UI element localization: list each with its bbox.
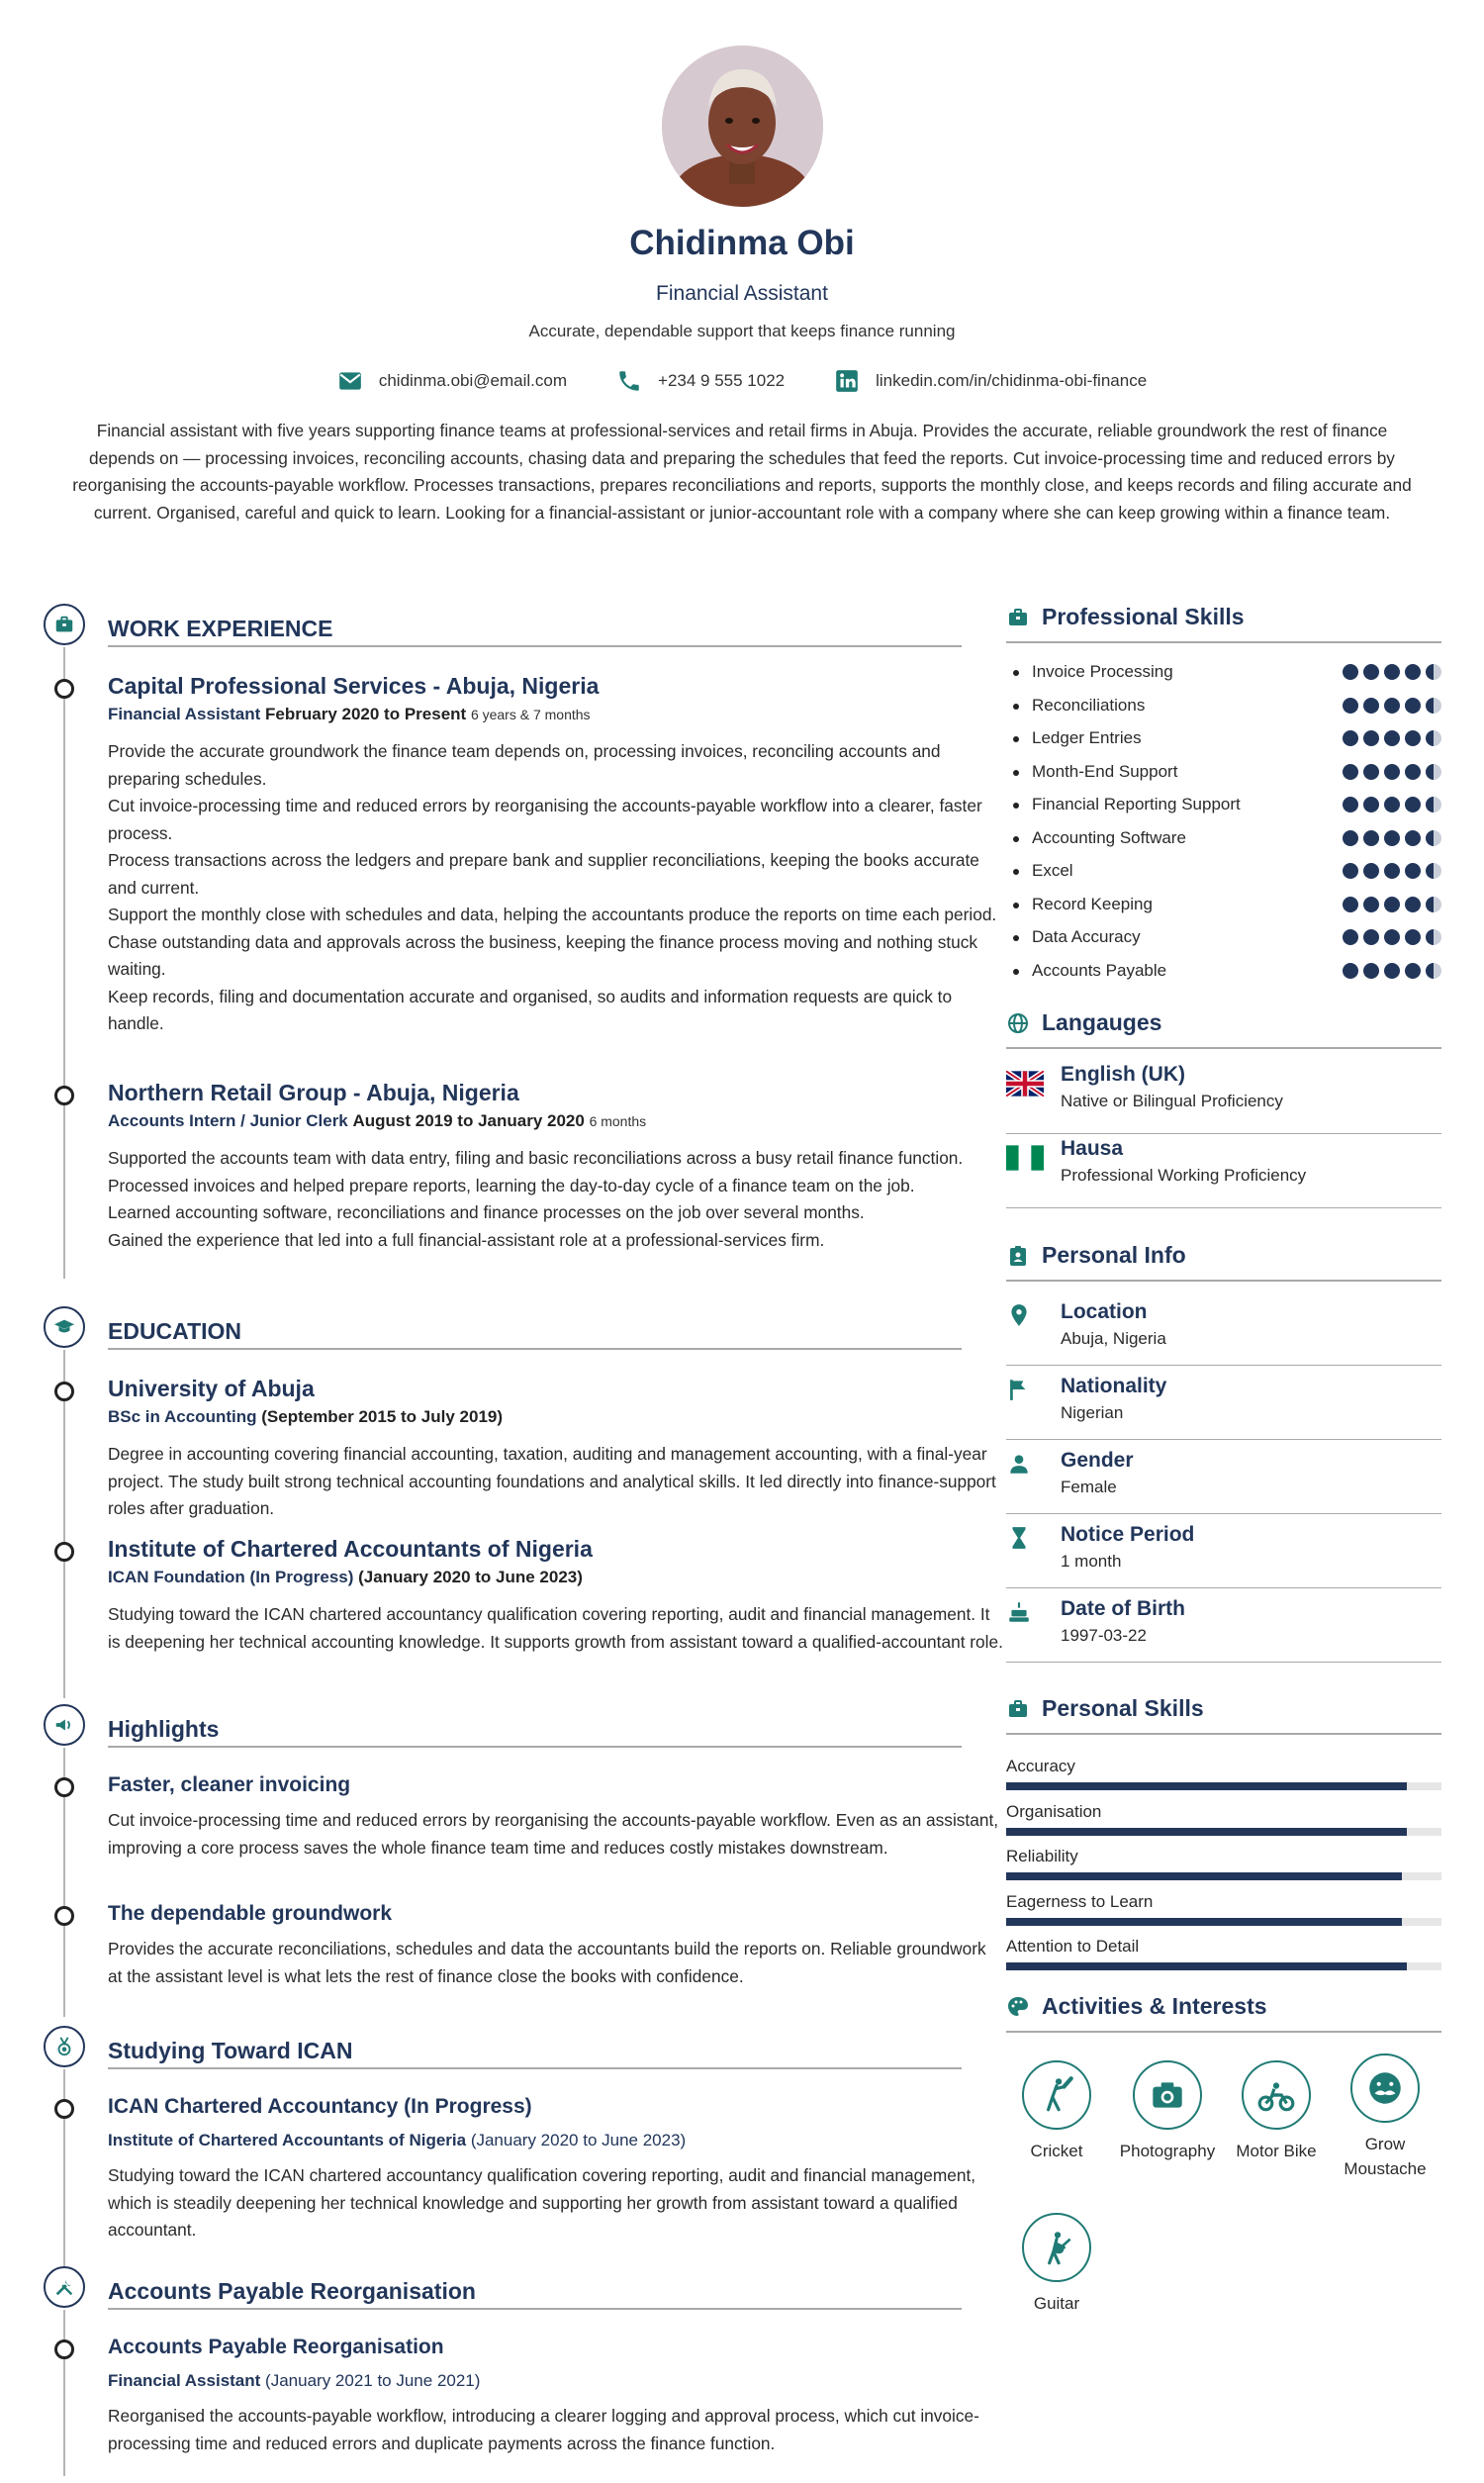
languages-heading bbox=[1006, 1009, 1161, 1036]
job-meta bbox=[108, 1111, 646, 1131]
briefcase-icon bbox=[44, 604, 85, 645]
job-dates: February 2020 to Present bbox=[265, 705, 467, 723]
info-label: Date of Birth bbox=[1061, 1597, 1185, 1620]
education-dates: (September 2015 to July 2019) bbox=[261, 1407, 504, 1426]
skill-label: Accounting Software bbox=[1032, 827, 1186, 847]
skill-rating bbox=[1343, 730, 1441, 746]
rating-dot bbox=[1363, 830, 1379, 846]
timeline-line bbox=[63, 2310, 65, 2476]
bullet bbox=[1013, 903, 1019, 908]
tools-icon bbox=[44, 2266, 85, 2308]
personal-skill-label: Organisation bbox=[1006, 1801, 1102, 1821]
ap-meta bbox=[108, 2371, 480, 2391]
skill-row bbox=[1006, 726, 1441, 754]
skill-rating bbox=[1343, 698, 1441, 714]
rating-dot bbox=[1363, 863, 1379, 879]
rating-dot bbox=[1384, 830, 1400, 846]
phone-icon bbox=[616, 368, 642, 394]
skill-bar-track bbox=[1006, 1782, 1441, 1790]
rating-dot bbox=[1405, 963, 1421, 979]
info-value: 1 month bbox=[1061, 1552, 1122, 1571]
avatar bbox=[662, 46, 823, 207]
rating-dot bbox=[1343, 698, 1358, 714]
job-line: Supported the accounts team with data entry, filing and basic reconciliations across a busy retail finance function. bbox=[108, 1148, 964, 1168]
highlight-description: Provides the accurate reconciliations, schedules and data the accountants build the reports on. Reliable groundwork at the assistant level is what lets the rest of finance close the books with confidence. bbox=[108, 1939, 986, 1986]
rating-dot bbox=[1405, 764, 1421, 780]
job-duration: 6 years & 7 months bbox=[470, 707, 591, 722]
hourglass-icon bbox=[1006, 1525, 1032, 1551]
activity-cricket bbox=[1002, 2060, 1111, 2163]
skill-row bbox=[1006, 959, 1441, 987]
info-label: Nationality bbox=[1061, 1375, 1167, 1397]
highlight-description: Cut invoice-processing time and reduced errors by reorganising the accounts-payable workflow. Even as an assistant, improving a core process saves the whole finance team time and reduces costly mistakes downstream. bbox=[108, 1810, 999, 1858]
job-line: Processed invoices and helped prepare reports, learning the day-to-day cycle of a finance team on the job. bbox=[108, 1175, 915, 1195]
skill-label: Accounts Payable bbox=[1032, 960, 1167, 980]
cricket-icon bbox=[1022, 2060, 1091, 2130]
rating-dot bbox=[1426, 730, 1441, 746]
timeline-line bbox=[63, 647, 65, 1279]
education-description: Degree in accounting covering financial accounting, taxation, auditing and management accounting, with a final-year project. The study built strong technical accounting foundations and analytical skills. It led directly into finance-support roles after graduation. bbox=[108, 1444, 996, 1518]
education-description: Studying toward the ICAN chartered accountancy qualification covering reporting, audit and financial management. It is deepening her technical accounting knowledge. It supports growth from assistant toward a qualified-accountant role. bbox=[108, 1604, 1003, 1652]
language-level: Native or Bilingual Proficiency bbox=[1061, 1092, 1283, 1110]
cake-icon bbox=[1006, 1599, 1032, 1625]
id-badge-icon bbox=[1006, 1244, 1030, 1268]
globe-icon bbox=[1006, 1011, 1030, 1035]
megaphone-icon bbox=[44, 1704, 85, 1746]
activity-moustache bbox=[1331, 2053, 1439, 2181]
rating-dot bbox=[1363, 963, 1379, 979]
skill-bar-fill bbox=[1006, 1918, 1402, 1926]
rating-dot bbox=[1384, 863, 1400, 879]
job-company: Capital Professional Services - Abuja, Nigeria bbox=[108, 673, 600, 699]
rating-dot bbox=[1384, 664, 1400, 680]
rating-dot bbox=[1426, 830, 1441, 846]
info-divider bbox=[1006, 1662, 1441, 1663]
rating-dot bbox=[1384, 730, 1400, 746]
nigeria-flag-icon bbox=[1006, 1145, 1044, 1171]
timeline-dot bbox=[54, 1542, 74, 1562]
info-divider bbox=[1006, 1513, 1441, 1514]
language-divider bbox=[1006, 1133, 1441, 1134]
rating-dot bbox=[1426, 929, 1441, 945]
tagline: Accurate, dependable support that keeps finance running bbox=[528, 322, 956, 340]
skill-rating bbox=[1343, 897, 1441, 912]
timeline-dot bbox=[54, 2099, 74, 2119]
skill-label: Data Accuracy bbox=[1032, 927, 1141, 946]
section-divider bbox=[108, 645, 962, 647]
section-divider bbox=[108, 1348, 962, 1350]
bullet bbox=[1013, 969, 1019, 975]
ap-dates: (January 2021 to June 2021) bbox=[265, 2371, 481, 2390]
bullet bbox=[1013, 803, 1019, 809]
email-text[interactable]: chidinma.obi@email.com bbox=[378, 371, 568, 390]
skill-rating bbox=[1343, 764, 1441, 780]
section-divider bbox=[1006, 1733, 1441, 1735]
personal-skill-label: Reliability bbox=[1006, 1847, 1078, 1865]
section-divider bbox=[108, 2067, 962, 2069]
personal-skill-label: Accuracy bbox=[1006, 1757, 1075, 1775]
rating-dot bbox=[1384, 897, 1400, 912]
skill-rating bbox=[1343, 664, 1441, 680]
skill-rating bbox=[1343, 963, 1441, 979]
phone-text[interactable]: +234 9 555 1022 bbox=[658, 371, 786, 390]
rating-dot bbox=[1343, 897, 1358, 912]
rating-dot bbox=[1426, 897, 1441, 912]
education-meta bbox=[108, 1568, 583, 1587]
job-description bbox=[108, 1145, 1003, 1254]
ap-role: Financial Assistant bbox=[108, 2371, 261, 2390]
skill-row bbox=[1006, 893, 1441, 920]
rating-dot bbox=[1426, 863, 1441, 879]
education-meta bbox=[108, 1407, 503, 1427]
section-title: EDUCATION bbox=[108, 1318, 242, 1344]
motorbike-icon bbox=[1242, 2060, 1311, 2130]
rating-dot bbox=[1405, 830, 1421, 846]
info-divider bbox=[1006, 1587, 1441, 1588]
language-name: English (UK) bbox=[1061, 1063, 1185, 1086]
job-title: Financial Assistant bbox=[656, 282, 828, 305]
personal-skills-heading bbox=[1006, 1695, 1204, 1722]
timeline-dot bbox=[54, 1777, 74, 1797]
highlight-title: Faster, cleaner invoicing bbox=[108, 1773, 351, 1796]
language-name: Hausa bbox=[1061, 1137, 1124, 1160]
skill-label: Reconciliations bbox=[1032, 695, 1146, 715]
timeline-line bbox=[63, 1350, 65, 1698]
section-title: Accounts Payable Reorganisation bbox=[108, 2278, 476, 2304]
section-divider bbox=[1006, 2031, 1441, 2033]
highlight-title: The dependable groundwork bbox=[108, 1902, 393, 1925]
section-title: Personal Skills bbox=[1042, 1695, 1204, 1721]
timeline-dot bbox=[54, 2340, 74, 2359]
contact-bar bbox=[0, 368, 1484, 394]
language-level: Professional Working Proficiency bbox=[1061, 1166, 1307, 1185]
rating-dot bbox=[1343, 664, 1358, 680]
degree: ICAN Foundation (In Progress) bbox=[108, 1568, 354, 1586]
guitar-icon bbox=[1022, 2213, 1091, 2282]
rating-dot bbox=[1405, 664, 1421, 680]
skill-label: Month-End Support bbox=[1032, 761, 1178, 781]
skill-label: Financial Reporting Support bbox=[1032, 795, 1241, 813]
education-dates: (January 2020 to June 2023) bbox=[358, 1568, 583, 1586]
rating-dot bbox=[1363, 797, 1379, 812]
job-line: Cut invoice-processing time and reduced errors by reorganising the accounts-payable workflow into a clearer, faster process. bbox=[108, 796, 982, 843]
skill-row bbox=[1006, 859, 1441, 887]
ican-org: Institute of Chartered Accountants of Nigeria bbox=[108, 2131, 467, 2149]
activity-motorbike bbox=[1222, 2060, 1331, 2163]
rating-dot bbox=[1363, 897, 1379, 912]
personal-skill-label: Attention to Detail bbox=[1006, 1937, 1140, 1956]
palette-icon bbox=[1006, 1995, 1030, 2019]
job-company: Northern Retail Group - Abuja, Nigeria bbox=[108, 1080, 519, 1105]
skill-rating bbox=[1343, 863, 1441, 879]
rating-dot bbox=[1343, 830, 1358, 846]
skill-bar-track bbox=[1006, 1872, 1441, 1880]
bullet bbox=[1013, 704, 1019, 710]
rating-dot bbox=[1426, 764, 1441, 780]
info-divider bbox=[1006, 1365, 1441, 1366]
timeline-dot bbox=[54, 1086, 74, 1105]
activity-photography bbox=[1113, 2060, 1222, 2163]
skill-bar-track bbox=[1006, 1962, 1441, 1970]
degree: BSc in Accounting bbox=[108, 1407, 257, 1426]
section-title: WORK EXPERIENCE bbox=[108, 616, 333, 641]
bullet bbox=[1013, 836, 1019, 842]
job-line: Learned accounting software, reconciliations and finance processes on the job over several months. bbox=[108, 1202, 865, 1222]
section-divider bbox=[108, 1746, 962, 1748]
section-divider bbox=[1006, 641, 1441, 643]
rating-dot bbox=[1426, 963, 1441, 979]
email-icon bbox=[337, 368, 363, 394]
rating-dot bbox=[1343, 797, 1358, 812]
professional-skills-heading bbox=[1006, 604, 1245, 630]
ap-title: Accounts Payable Reorganisation bbox=[108, 2336, 444, 2358]
ap-description: Reorganised the accounts-payable workflow, introducing a clearer logging and approval process, which cut invoice-processing time and reduced errors and duplicate payments across the finance function. bbox=[108, 2406, 979, 2453]
ican-description: Studying toward the ICAN chartered accountancy qualification covering reporting, audit and financial management, which is steadily deepening her technical knowledge and supporting her growth from assistant toward a qualified accountant. bbox=[108, 2165, 976, 2240]
job-line: Keep records, filing and documentation accurate and organised, so audits and information requests are quick to handle. bbox=[108, 986, 953, 1033]
skill-rating bbox=[1343, 929, 1441, 945]
info-value: 1997-03-22 bbox=[1061, 1626, 1147, 1645]
skill-label: Ledger Entries bbox=[1032, 728, 1142, 747]
job-line: Chase outstanding data and approvals across the business, keeping the finance process moving and nothing stuck waiting. bbox=[108, 931, 978, 979]
activity-label: Photography bbox=[1119, 2142, 1216, 2160]
school-name: Institute of Chartered Accountants of Nigeria bbox=[108, 1536, 593, 1562]
rating-dot bbox=[1405, 929, 1421, 945]
rating-dot bbox=[1363, 664, 1379, 680]
skill-rating bbox=[1343, 797, 1441, 812]
rating-dot bbox=[1426, 797, 1441, 812]
section-title: Langauges bbox=[1042, 1009, 1162, 1035]
activities-heading bbox=[1006, 1993, 1267, 2020]
activity-label: Motor Bike bbox=[1236, 2142, 1317, 2160]
contact-linkedin[interactable] bbox=[834, 368, 1147, 394]
briefcase-icon bbox=[1006, 606, 1030, 629]
rating-dot bbox=[1405, 730, 1421, 746]
profile-photo bbox=[662, 46, 823, 207]
rating-dot bbox=[1343, 764, 1358, 780]
rating-dot bbox=[1384, 764, 1400, 780]
uk-flag-icon bbox=[1006, 1071, 1044, 1097]
bullet bbox=[1013, 869, 1019, 875]
rating-dot bbox=[1405, 698, 1421, 714]
section-title: Studying Toward ICAN bbox=[108, 2038, 353, 2063]
bullet bbox=[1013, 935, 1019, 941]
section-title: Professional Skills bbox=[1042, 604, 1245, 629]
rating-dot bbox=[1384, 929, 1400, 945]
skill-row bbox=[1006, 826, 1441, 854]
rating-dot bbox=[1384, 797, 1400, 812]
skill-row bbox=[1006, 760, 1441, 788]
timeline-dot bbox=[54, 1382, 74, 1401]
rating-dot bbox=[1384, 698, 1400, 714]
info-divider bbox=[1006, 1439, 1441, 1440]
skill-bar-fill bbox=[1006, 1828, 1407, 1836]
skill-bar-fill bbox=[1006, 1872, 1402, 1880]
candidate-name: Chidinma Obi bbox=[629, 224, 855, 262]
timeline-dot bbox=[54, 1906, 74, 1926]
rating-dot bbox=[1363, 698, 1379, 714]
skill-row bbox=[1006, 793, 1441, 820]
job-duration: 6 months bbox=[589, 1113, 647, 1129]
skill-bar-fill bbox=[1006, 1782, 1407, 1790]
rating-dot bbox=[1343, 963, 1358, 979]
activity-label: Guitar bbox=[1033, 2294, 1080, 2313]
briefcase-icon bbox=[1006, 1697, 1030, 1721]
rating-dot bbox=[1363, 764, 1379, 780]
skill-label: Invoice Processing bbox=[1032, 662, 1173, 681]
job-line: Provide the accurate groundwork the finance team depends on, processing invoices, reconciling accounts and preparing schedules. bbox=[108, 741, 941, 789]
section-title: Personal Info bbox=[1042, 1242, 1186, 1268]
ican-meta bbox=[108, 2131, 686, 2150]
contact-phone[interactable] bbox=[616, 368, 785, 394]
job-line: Process transactions across the ledgers and prepare bank and supplier reconciliations, keeping the books accurate and current. bbox=[108, 850, 979, 898]
job-description bbox=[108, 738, 1003, 1038]
medal-icon bbox=[44, 2026, 85, 2067]
location-pin-icon bbox=[1006, 1302, 1032, 1328]
rating-dot bbox=[1384, 963, 1400, 979]
school-name: University of Abuja bbox=[108, 1376, 315, 1401]
personal-skill-label: Eagerness to Learn bbox=[1006, 1891, 1154, 1911]
job-meta bbox=[108, 705, 591, 724]
job-role: Financial Assistant bbox=[108, 705, 261, 723]
bullet bbox=[1013, 736, 1019, 742]
linkedin-icon bbox=[834, 368, 860, 394]
info-label: Gender bbox=[1061, 1449, 1134, 1472]
linkedin-text[interactable]: linkedin.com/in/chidinma-obi-finance bbox=[876, 371, 1148, 390]
personal-info-heading bbox=[1006, 1242, 1186, 1269]
moustache-icon bbox=[1350, 2053, 1420, 2123]
rating-dot bbox=[1405, 797, 1421, 812]
rating-dot bbox=[1343, 929, 1358, 945]
ican-dates: (January 2020 to June 2023) bbox=[470, 2131, 687, 2149]
person-icon bbox=[1006, 1451, 1032, 1477]
profile-summary: Financial assistant with five years supporting finance teams at professional-services and retail firms in Abuja. Provides the accurate, reliable groundwork the rest of finance depends on — processing invoices, reconciling accounts, chasing data and preparing the schedules that feed the reports. Cut invoice-processing time and reduced errors by reorganising the accounts-payable workflow. Processes transactions, prepares reconciliations and reports, supports the monthly close, and keeps records and filing accurate and current. Organised, careful and quick to learn. Looking for a financial-assistant or junior-accountant role with a company where she can keep growing within a finance team. bbox=[72, 421, 1412, 523]
timeline-dot bbox=[54, 679, 74, 699]
section-divider bbox=[108, 2308, 962, 2310]
section-divider bbox=[1006, 1280, 1441, 1282]
skill-bar-fill bbox=[1006, 1962, 1407, 1970]
skill-label: Excel bbox=[1032, 861, 1073, 880]
info-value: Female bbox=[1061, 1478, 1117, 1496]
activity-label: Cricket bbox=[1030, 2142, 1083, 2160]
section-title: Highlights bbox=[108, 1716, 220, 1742]
skill-row bbox=[1006, 925, 1441, 953]
contact-email[interactable] bbox=[337, 368, 567, 394]
info-label: Location bbox=[1061, 1300, 1148, 1323]
ican-title: ICAN Chartered Accountancy (In Progress) bbox=[108, 2095, 532, 2118]
info-value: Abuja, Nigeria bbox=[1061, 1329, 1166, 1348]
info-value: Nigerian bbox=[1061, 1403, 1124, 1422]
job-role: Accounts Intern / Junior Clerk bbox=[108, 1111, 348, 1130]
skill-bar-track bbox=[1006, 1918, 1441, 1926]
skill-label: Record Keeping bbox=[1032, 894, 1153, 913]
job-line: Gained the experience that led into a full financial-assistant role at a professional-services firm. bbox=[108, 1229, 825, 1250]
bullet bbox=[1013, 670, 1019, 676]
language-divider bbox=[1006, 1207, 1441, 1208]
rating-dot bbox=[1426, 664, 1441, 680]
rating-dot bbox=[1405, 863, 1421, 879]
rating-dot bbox=[1405, 897, 1421, 912]
activity-guitar bbox=[1002, 2213, 1111, 2316]
rating-dot bbox=[1426, 698, 1441, 714]
rating-dot bbox=[1363, 929, 1379, 945]
section-divider bbox=[1006, 1047, 1441, 1049]
bullet bbox=[1013, 770, 1019, 776]
info-label: Notice Period bbox=[1061, 1523, 1195, 1546]
skill-row bbox=[1006, 694, 1441, 721]
rating-dot bbox=[1343, 730, 1358, 746]
skill-rating bbox=[1343, 830, 1441, 846]
job-line: Support the monthly close with schedules and data, helping the accountants produce the reports on time each period. bbox=[108, 905, 997, 924]
rating-dot bbox=[1363, 730, 1379, 746]
graduation-cap-icon bbox=[44, 1306, 85, 1348]
job-dates: August 2019 to January 2020 bbox=[352, 1111, 585, 1130]
skill-row bbox=[1006, 660, 1441, 688]
flag-icon bbox=[1006, 1377, 1032, 1402]
camera-icon bbox=[1133, 2060, 1202, 2130]
rating-dot bbox=[1343, 863, 1358, 879]
section-title: Activities & Interests bbox=[1042, 1993, 1267, 2019]
skill-bar-track bbox=[1006, 1828, 1441, 1836]
activity-label: Grow Moustache bbox=[1344, 2135, 1427, 2178]
